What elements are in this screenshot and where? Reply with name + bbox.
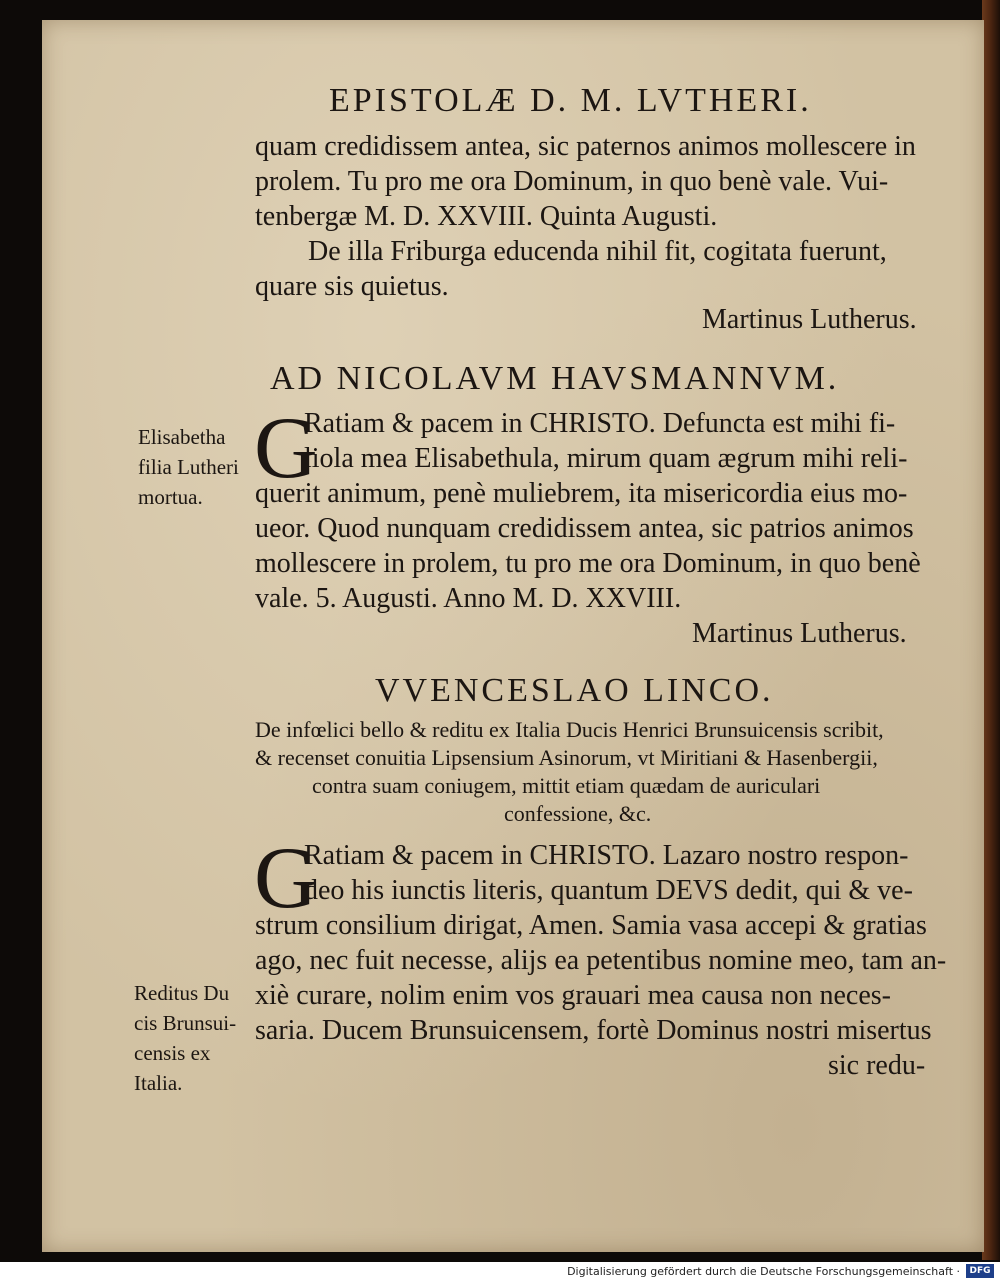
text-line: quare sis quietus. (255, 271, 449, 302)
catchword: sic redu- (828, 1050, 926, 1081)
text-line: saria. Ducem Brunsuicensem, fortè Dominus nostri misertus (255, 1015, 932, 1046)
text-line: De illa Friburga educenda nihil fit, cogitata fuerunt, (308, 236, 887, 267)
marginal-note-line: cis Brunsui- (134, 1011, 237, 1035)
text-line: strum consilium dirigat, Amen. Samia vasa accepi & gratias (255, 910, 927, 941)
running-title: EPISTOLÆ D. M. LVTHERI. (329, 82, 812, 119)
book-spine-edge (982, 0, 1000, 1260)
marginal-note-line: Elisabetha (138, 425, 226, 449)
drop-cap: G (254, 830, 318, 927)
signature: Martinus Lutherus. (692, 618, 907, 649)
text-line: vale. 5. Augusti. Anno M. D. XXVIII. (255, 583, 682, 614)
summary-line: & recenset conuitia Lipsensium Asinorum, vt Miritiani & Hasenbergii, (255, 745, 878, 770)
letter-heading: VVENCESLAO LINCO. (375, 672, 774, 709)
drop-cap: G (254, 400, 318, 497)
text-line: prolem. Tu pro me ora Dominum, in quo benè vale. Vui- (255, 166, 889, 197)
text-line: ago, nec fuit necesse, alijs ea petentibus nomine meo, tam an- (255, 945, 947, 976)
text-line: ueor. Quod nunquam credidissem antea, sic patrios animos (255, 513, 914, 544)
text-line: mollescere in prolem, tu pro me ora Dominum, in quo benè (255, 548, 921, 579)
signature: Martinus Lutherus. (702, 304, 917, 335)
summary-line: confessione, &c. (504, 801, 652, 826)
text-line: deo his iunctis literis, quantum DEVS dedit, qui & ve- (304, 875, 913, 906)
text-line: tenbergæ M. D. XXVIII. Quinta Augusti. (255, 201, 718, 232)
text-line: Ratiam & pacem in CHRISTO. Defuncta est mihi fi- (304, 408, 896, 439)
text-line: liola mea Elisabethula, mirum quam ægrum mihi reli- (304, 443, 908, 474)
marginal-note-line: Italia. (134, 1071, 183, 1095)
letter-heading: AD NICOLAVM HAVSMANNVM. (270, 360, 840, 397)
marginal-note-line: Reditus Du (134, 981, 230, 1005)
text-line: querit animum, penè muliebrem, ita misericordia eius mo- (255, 478, 908, 509)
dfg-logo-icon: DFG (966, 1264, 994, 1278)
marginal-note-line: filia Lutheri (138, 455, 239, 479)
summary-line: De infœlici bello & reditu ex Italia Ducis Henrici Brunsuicensis scribit, (255, 717, 884, 742)
text-line: Ratiam & pacem in CHRISTO. Lazaro nostro respon- (304, 840, 909, 871)
text-line: quam credidissem antea, sic paternos animos mollescere in (255, 131, 916, 162)
marginal-note-line: censis ex (134, 1041, 211, 1065)
marginal-note-line: mortua. (138, 485, 203, 509)
funding-credit: Digitalisierung gefördert durch die Deutsche Forschungsgemeinschaft · (567, 1265, 960, 1278)
text-line: xiè curare, nolim enim vos grauari mea causa non neces- (255, 980, 891, 1011)
summary-line: contra suam coniugem, mittit etiam quædam de auriculari (312, 773, 821, 798)
book-page (42, 20, 984, 1252)
